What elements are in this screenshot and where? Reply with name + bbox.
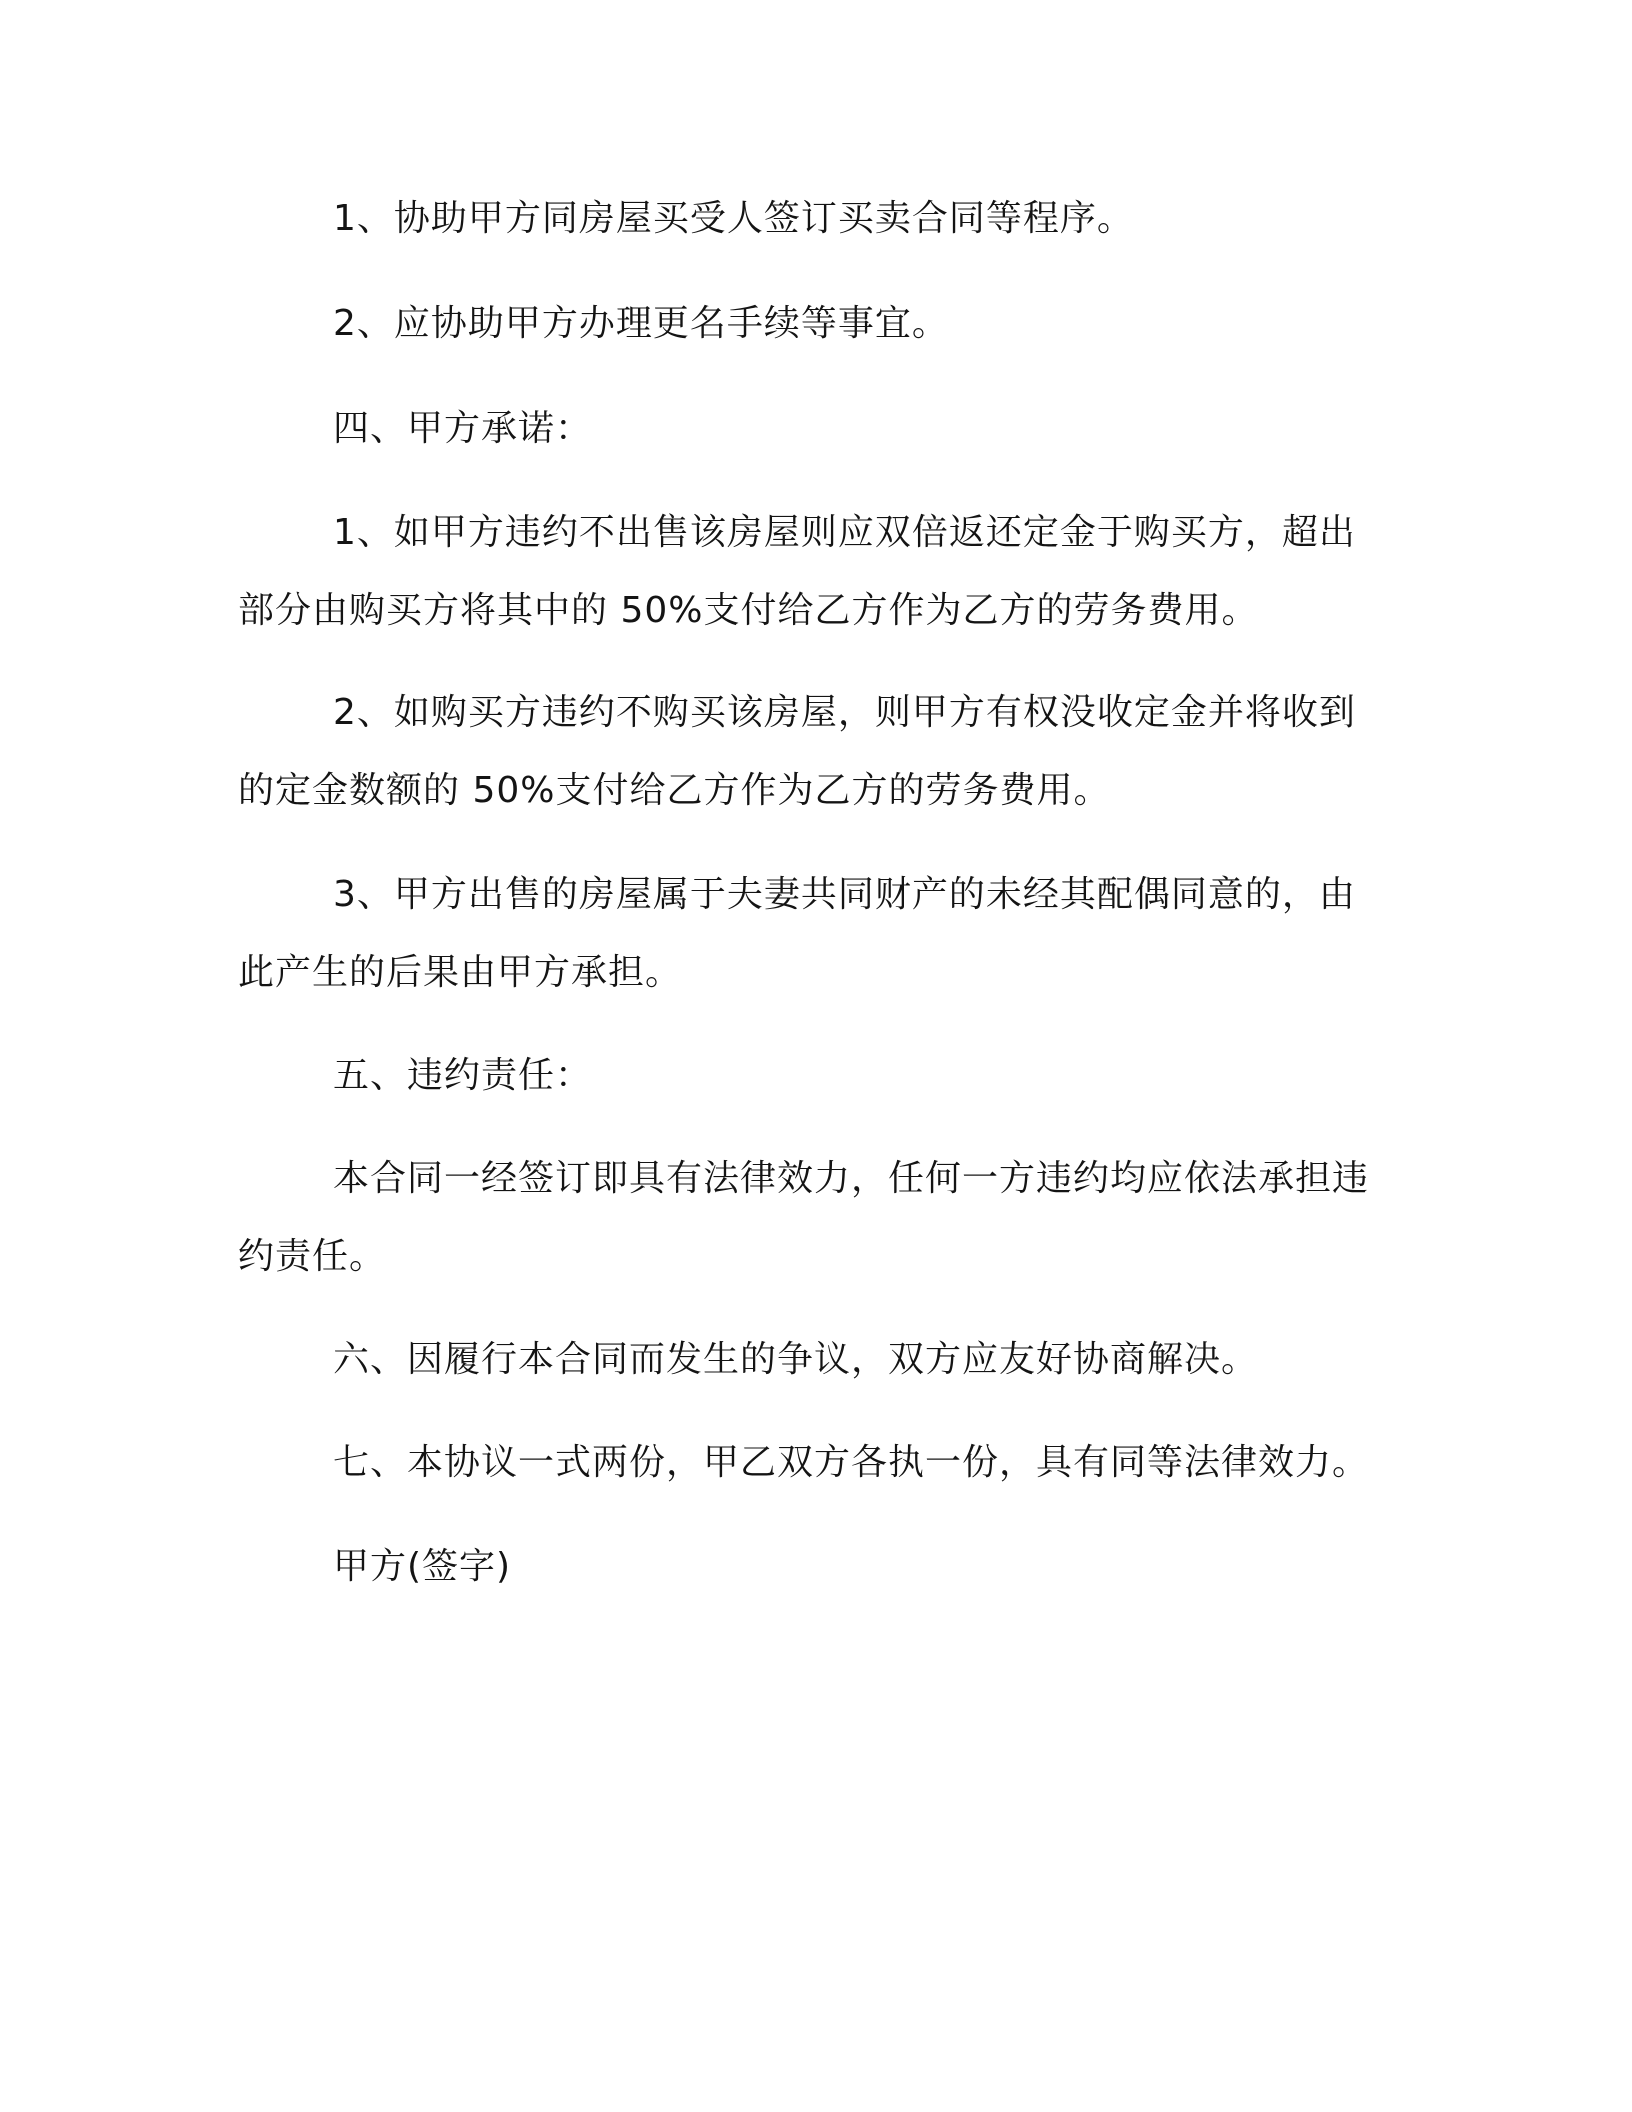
signature-party-a: 甲方(签字) (333, 1546, 512, 1587)
clause-assist-sign-contract: 1、协助甲方同房屋买受人签订买卖合同等程序。 (333, 198, 1134, 239)
clause-dispute-resolution: 六、因履行本合同而发生的争议，双方应友好协商解决。 (333, 1339, 1259, 1380)
clause-legal-effect: 本合同一经签订即具有法律效力，任何一方违约均应依法承担违约责任。 (238, 1158, 1370, 1277)
section-heading-liability: 五、违约责任： (333, 1055, 593, 1096)
clause-assist-rename: 2、应协助甲方办理更名手续等事宜。 (333, 303, 949, 344)
clause-copies: 七、本协议一式两份，甲乙双方各执一份，具有同等法律效力。 (333, 1442, 1370, 1483)
clause-party-a-default: 1、如甲方违约不出售该房屋则应双倍返还定金于购买方，超出部分由购买方将其中的 50%支付给乙方作为乙方的劳务费用。 (238, 512, 1356, 631)
section-heading-party-a-promise: 四、甲方承诺： (333, 408, 593, 449)
clause-marital-property: 3、甲方出售的房屋属于夫妻共同财产的未经其配偶同意的，由此产生的后果由甲方承担。 (238, 874, 1356, 993)
clause-buyer-default: 2、如购买方违约不购买该房屋，则甲方有权没收定金并将收到的定金数额的 50%支付给乙方作为乙方的劳务费用。 (238, 692, 1356, 811)
